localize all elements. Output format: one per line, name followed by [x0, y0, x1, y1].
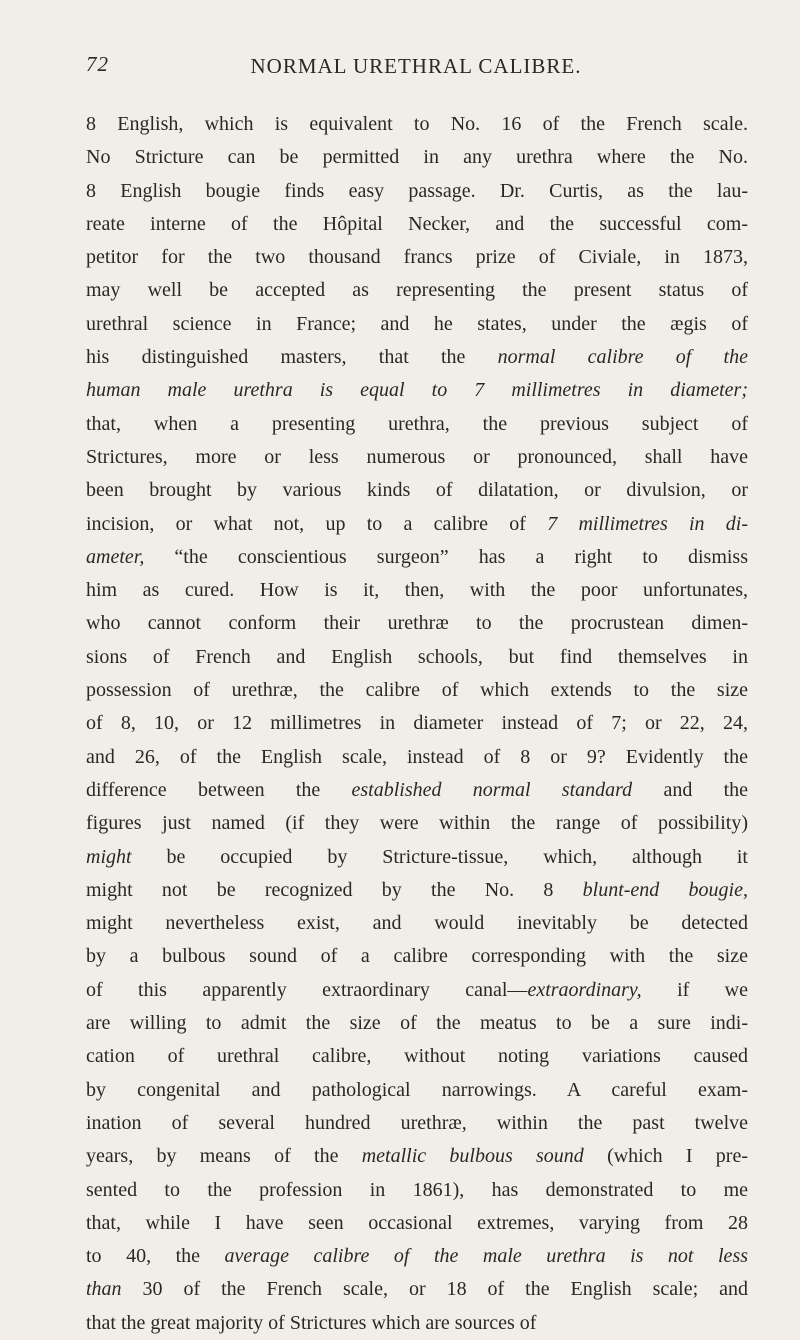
text-line — [86, 907, 748, 940]
text-span: years, by means of the — [86, 1145, 362, 1168]
text-span: incision, or what not, up to a calibre of — [86, 512, 548, 535]
text-span: reate interne of the Hôpital Necker, and the successful com- — [86, 212, 748, 235]
text-line — [86, 1107, 748, 1140]
text-line — [86, 274, 748, 307]
text-line — [86, 874, 748, 907]
text-line — [86, 408, 748, 441]
text-line — [86, 1307, 748, 1340]
running-title: NORMAL URETHRAL CALIBRE. — [250, 54, 582, 78]
text-span: cation of urethral calibre, without noting variations caused — [86, 1045, 748, 1068]
text-span: sions of French and English schools, but find themselves in — [86, 645, 748, 668]
text-line — [86, 574, 748, 607]
italic-span: blunt-end bougie, — [582, 878, 748, 901]
text-line — [86, 807, 748, 840]
text-span: petitor for the two thousand francs prize of Civiale, in 1873, — [86, 246, 748, 269]
text-span: by a bulbous sound of a calibre corresponding with the size — [86, 945, 748, 968]
text-line — [86, 1040, 748, 1073]
text-line — [86, 1007, 748, 1040]
text-span: difference between the — [86, 778, 352, 801]
text-line — [86, 741, 748, 774]
text-line — [86, 108, 748, 141]
italic-span: extraordinary, — [527, 978, 642, 1001]
page-header — [86, 52, 746, 82]
text-span: sented to the profession in 1861), has demonstrated to me — [86, 1178, 748, 1201]
text-span: be occupied by Stricture-tissue, which, although it — [131, 845, 748, 868]
text-span: urethral science in France; and he states, under the ægis of — [86, 312, 748, 335]
text-span: by congenital and pathological narrowings. A careful exam- — [86, 1078, 748, 1101]
text-span: and 26, of the English scale, instead of 8 or 9? Evidently the — [86, 745, 748, 768]
text-span: Strictures, more or less numerous or pronounced, shall have — [86, 445, 748, 468]
text-span: (which I pre- — [583, 1145, 748, 1168]
page-number: 72 — [86, 52, 109, 76]
text-line — [86, 341, 748, 374]
text-span: 30 of the French scale, or 18 of the English scale; and — [121, 1278, 748, 1301]
text-span: of 8, 10, or 12 millimetres in diameter instead of 7; or 22, 24, — [86, 712, 748, 735]
text-span: 8 English bougie finds easy passage. Dr. Curtis, as the lau- — [86, 179, 748, 202]
text-span: that, when a presenting urethra, the previous subject of — [86, 412, 748, 435]
italic-span: than — [86, 1278, 122, 1301]
italic-span: 7 millimetres in di- — [547, 512, 749, 535]
text-span: if we — [641, 978, 749, 1001]
text-span: No Stricture can be permitted in any urethra where the No. — [86, 146, 748, 169]
text-span: of this apparently extraordinary canal— — [86, 978, 528, 1001]
text-line — [86, 1240, 748, 1273]
text-line — [86, 308, 748, 341]
italic-span: normal calibre of the — [497, 346, 748, 369]
text-span: been brought by various kinds of dilatation, or divulsion, or — [86, 479, 748, 502]
text-line — [86, 674, 748, 707]
text-line — [86, 541, 748, 574]
text-line — [86, 474, 748, 507]
text-span: that, while I have seen occasional extremes, varying from 28 — [86, 1211, 748, 1234]
text-line — [86, 1273, 748, 1306]
italic-span: human male urethra is equal to 7 millimetres in diameter; — [86, 379, 748, 402]
text-line — [86, 707, 748, 740]
text-line — [86, 641, 748, 674]
text-line — [86, 841, 748, 874]
text-span: might not be recognized by the No. 8 — [86, 878, 583, 901]
italic-span: metallic bulbous sound — [361, 1145, 584, 1168]
italic-span: established normal standard — [351, 778, 633, 801]
text-line — [86, 208, 748, 241]
text-line — [86, 441, 748, 474]
text-span: ination of several hundred urethræ, within the past twelve — [86, 1111, 748, 1134]
text-span: possession of urethræ, the calibre of which extends to the size — [86, 679, 748, 702]
text-span: who cannot conform their urethræ to the procrustean dimen- — [86, 612, 748, 635]
text-line — [86, 1174, 748, 1207]
text-span: his distinguished masters, that the — [86, 346, 498, 369]
text-span: figures just named (if they were within the range of possibility) — [86, 812, 748, 835]
text-line — [86, 974, 748, 1007]
text-span: to 40, the — [86, 1245, 225, 1268]
text-line — [86, 1074, 748, 1107]
text-span: might nevertheless exist, and would inevitably be detected — [86, 912, 748, 935]
body-text — [86, 108, 748, 1340]
italic-span: average calibre of the male urethra is not less — [224, 1245, 749, 1268]
italic-span: might — [86, 845, 132, 868]
text-span: “the conscientious surgeon” has a right to dismiss — [144, 545, 748, 568]
text-line — [86, 774, 748, 807]
text-line — [86, 607, 748, 640]
text-line — [86, 1140, 748, 1173]
text-line — [86, 1207, 748, 1240]
text-span: may well be accepted as representing the present status of — [86, 279, 748, 302]
text-span: are willing to admit the size of the meatus to be a sure indi- — [86, 1012, 748, 1035]
text-line — [86, 241, 748, 274]
text-line — [86, 940, 748, 973]
text-span: that the great majority of Strictures which are sources of — [86, 1311, 537, 1334]
text-line — [86, 508, 748, 541]
text-line — [86, 141, 748, 174]
text-span: him as cured. How is it, then, with the poor unfortunates, — [86, 579, 748, 602]
italic-span: ameter, — [86, 545, 145, 568]
text-line — [86, 175, 748, 208]
text-span: and the — [632, 778, 749, 801]
text-line — [86, 374, 748, 407]
text-span: 8 English, which is equivalent to No. 16 of the French scale. — [86, 113, 748, 135]
